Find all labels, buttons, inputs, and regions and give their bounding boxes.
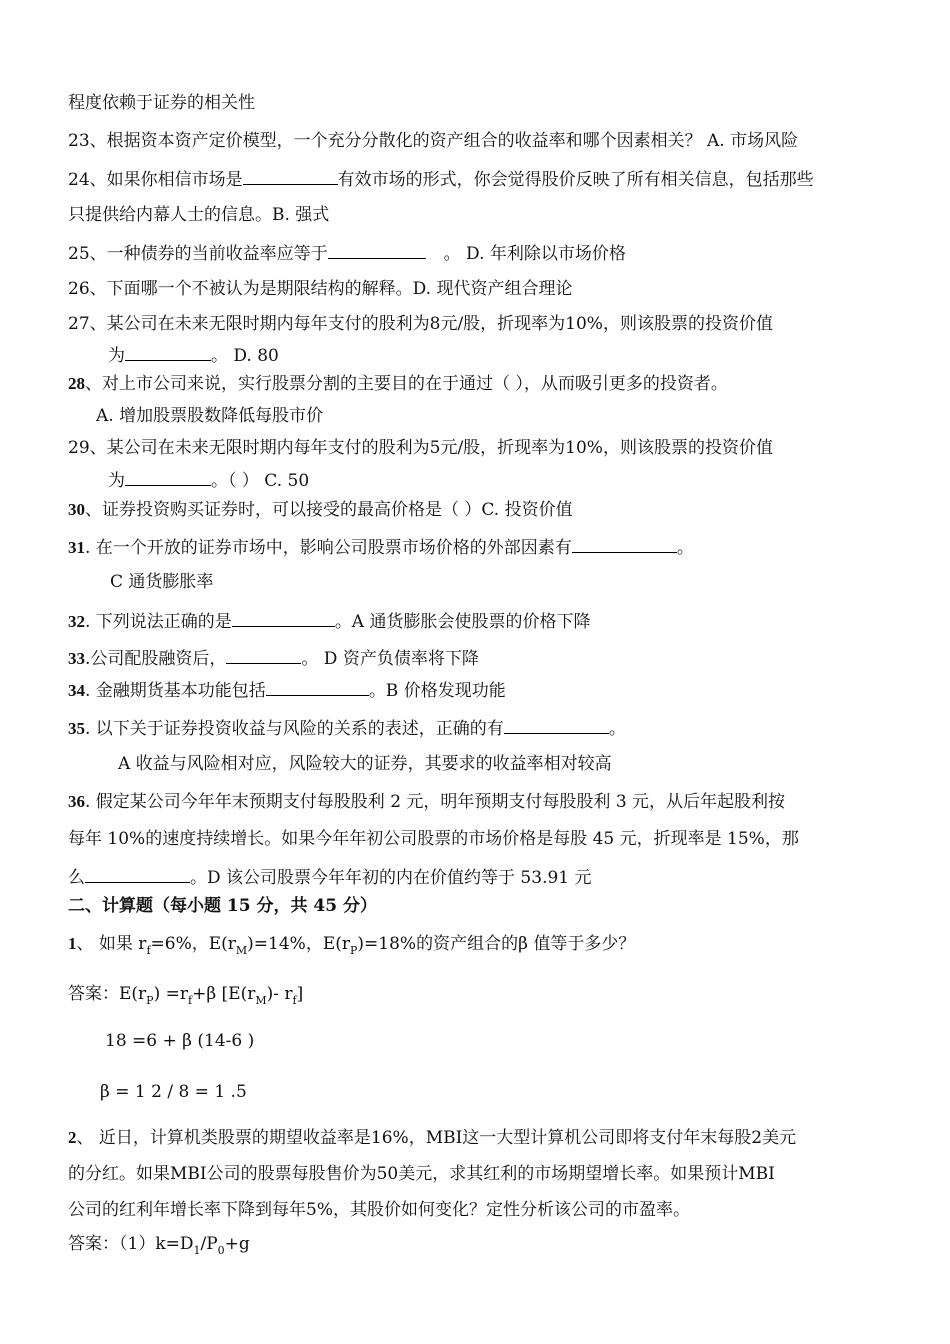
question-35-answer — [118, 753, 612, 775]
text: . 下列说法正确的是 — [85, 612, 232, 632]
question-number: 1 — [68, 934, 77, 953]
text: +β [E(r — [192, 984, 256, 1004]
question-number: 28 — [68, 374, 85, 393]
question-30 — [68, 499, 573, 521]
text: +g — [224, 1234, 250, 1254]
answer-blank — [125, 343, 211, 361]
subscript: P — [146, 994, 154, 1007]
calc-question-2-cont — [68, 1163, 775, 1185]
subscript: M — [255, 994, 267, 1007]
answer-blank — [328, 241, 426, 259]
text: . 金融期货基本功能包括 — [85, 681, 266, 701]
text: 公司的红利年增长率下降到每年5%，其股价如何变化？定性分析该公司的市盈率。 — [68, 1200, 690, 1220]
calc-question-1 — [68, 933, 635, 957]
question-number: 34 — [68, 681, 85, 700]
text: 每年 10%的速度持续增长。如果今年年初公司股票的市场价格是每股 45 元，折现率是 15%，那 — [68, 829, 799, 849]
answer-formula — [68, 983, 303, 1007]
section-heading — [68, 895, 377, 917]
question-28-answer — [96, 405, 323, 427]
question-24 — [68, 167, 814, 191]
text: 二、计算题（每小题 15 分，共 45 分） — [68, 896, 377, 916]
text: /P — [200, 1234, 218, 1254]
answer-blank — [125, 468, 211, 486]
text: 答案：（1）k=D — [68, 1234, 194, 1254]
subscript: f — [292, 994, 297, 1007]
question-31-answer — [110, 571, 213, 593]
text: 。A 通货膨胀会使股票的价格下降 — [334, 612, 591, 632]
text: 有效市场的形式，你会觉得股价反映了所有相关信息，包括那些 — [337, 170, 814, 190]
subscript: f — [188, 994, 193, 1007]
question-36 — [68, 791, 785, 813]
answer-result — [100, 1081, 247, 1103]
text: A. 增加股票股数降低每股市价 — [96, 406, 324, 426]
answer-blank — [504, 716, 609, 734]
answer-blank — [266, 678, 369, 696]
text: =6%，E(r — [150, 934, 236, 954]
text: 答案：E(r — [68, 984, 147, 1004]
text: )- r — [266, 984, 293, 1004]
answer-blank — [572, 535, 677, 553]
text: 。（ ） C. 50 — [211, 471, 310, 491]
text: 24、如果你相信市场是 — [68, 170, 243, 190]
text: )=14%，E(r — [247, 934, 351, 954]
text: 为 — [108, 471, 125, 491]
text: .公司配股融资后， — [85, 649, 227, 669]
text: 26、下面哪一个不被认为是期限结构的解释。D. 现代资产组合理论 — [68, 279, 573, 299]
question-number: 35 — [68, 719, 85, 738]
text: 。 — [676, 538, 694, 558]
text: 、 近日，计算机类股票的期望收益率是16%，MBI这一大型计算机公司即将支付年末每股2美元 — [76, 1128, 797, 1148]
text: 25、一种债券的当前收益率应等于 — [68, 244, 328, 264]
text: β = 1 2 / 8 = 1 .5 — [100, 1082, 247, 1102]
question-number: 36 — [68, 792, 85, 811]
question-26 — [68, 278, 572, 300]
text: 27、某公司在未来无限时期内每年支付的股利为8元/股，折现率为10%，则该股票的投资价值 — [68, 314, 773, 334]
calc-question-2-cont — [68, 1199, 690, 1221]
text: 、 如果 r — [76, 934, 147, 954]
question-24-cont — [68, 204, 329, 226]
question-33 — [68, 646, 479, 670]
question-36-cont — [68, 828, 799, 850]
question-34 — [68, 678, 506, 702]
text: ] — [296, 984, 304, 1004]
text: C 通货膨胀率 — [110, 572, 214, 592]
text: 。 D 资产负债率将下降 — [301, 649, 479, 669]
text: 么 — [68, 868, 85, 888]
text: . 假定某公司今年年末预期支付每股股利 2 元，明年预期支付每股股利 3 元，从后年起股利按 — [85, 792, 786, 812]
question-number: 2 — [68, 1128, 77, 1147]
question-number: 30 — [68, 500, 85, 519]
question-29-cont — [108, 468, 309, 492]
question-36-cont — [68, 865, 592, 889]
text: 程度依赖于证券的相关性 — [68, 93, 255, 113]
question-31 — [68, 535, 694, 559]
text: 18 =6 + β (14-6 ) — [105, 1031, 255, 1051]
question-number: 31 — [68, 538, 85, 557]
question-28 — [68, 373, 728, 395]
subscript: 1 — [193, 1244, 201, 1257]
question-35 — [68, 716, 626, 740]
text: 29、某公司在未来无限时期内每年支付的股利为5元/股，折现率为10%，则该股票的投资价值 — [68, 438, 773, 458]
text: . 以下关于证券投资收益与风险的关系的表述，正确的有 — [85, 719, 504, 739]
answer-blank — [243, 167, 338, 185]
calc-question-2 — [68, 1127, 796, 1149]
answer-step — [105, 1030, 254, 1052]
answer-formula — [68, 1233, 250, 1257]
text: . 在一个开放的证券市场中，影响公司股票市场价格的外部因素有 — [85, 538, 572, 558]
text: )=18%的资产组合的β 值等于多少？ — [357, 934, 636, 954]
question-25 — [68, 241, 626, 265]
answer-blank — [232, 609, 335, 627]
question-32 — [68, 609, 591, 633]
text: 。 D. 80 — [211, 346, 279, 366]
text: 。 D. 年利除以市场价格 — [443, 244, 626, 264]
question-27 — [68, 313, 773, 335]
text: 。D 该公司股票今年年初的内在价值约等于 53.91 元 — [190, 868, 592, 888]
text: 、对上市公司来说，实行股票分割的主要目的在于通过（ ），从而吸引更多的投资者。 — [85, 374, 728, 394]
text: A 收益与风险相对应，风险较大的证券，其要求的收益率相对较高 — [118, 754, 612, 774]
line — [68, 92, 255, 114]
text: 、证券投资购买证券时，可以接受的最高价格是（ ）C. 投资价值 — [85, 500, 573, 520]
subscript: P — [350, 944, 358, 957]
question-27-cont — [108, 343, 279, 367]
text: 的分红。如果MBI公司的股票每股售价为50美元，求其红利的市场期望增长率。如果预计MBI — [68, 1164, 775, 1184]
text: 23、根据资本资产定价模型，一个充分分散化的资产组合的收益率和哪个因素相关？ A. 市场风险 — [68, 131, 799, 151]
text: 。 — [608, 719, 626, 739]
subscript: M — [235, 944, 248, 957]
question-number: 33 — [68, 649, 85, 668]
subscript: f — [146, 944, 151, 957]
question-23 — [68, 130, 798, 152]
question-29 — [68, 437, 773, 459]
text: ) =r — [153, 984, 188, 1004]
answer-blank — [226, 646, 301, 664]
text: 只提供给内幕人士的信息。B. 强式 — [68, 205, 330, 225]
subscript: 0 — [217, 1244, 225, 1257]
text: 为 — [108, 346, 125, 366]
text: 。B 价格发现功能 — [368, 681, 506, 701]
answer-blank — [85, 865, 190, 883]
question-number: 32 — [68, 612, 85, 631]
